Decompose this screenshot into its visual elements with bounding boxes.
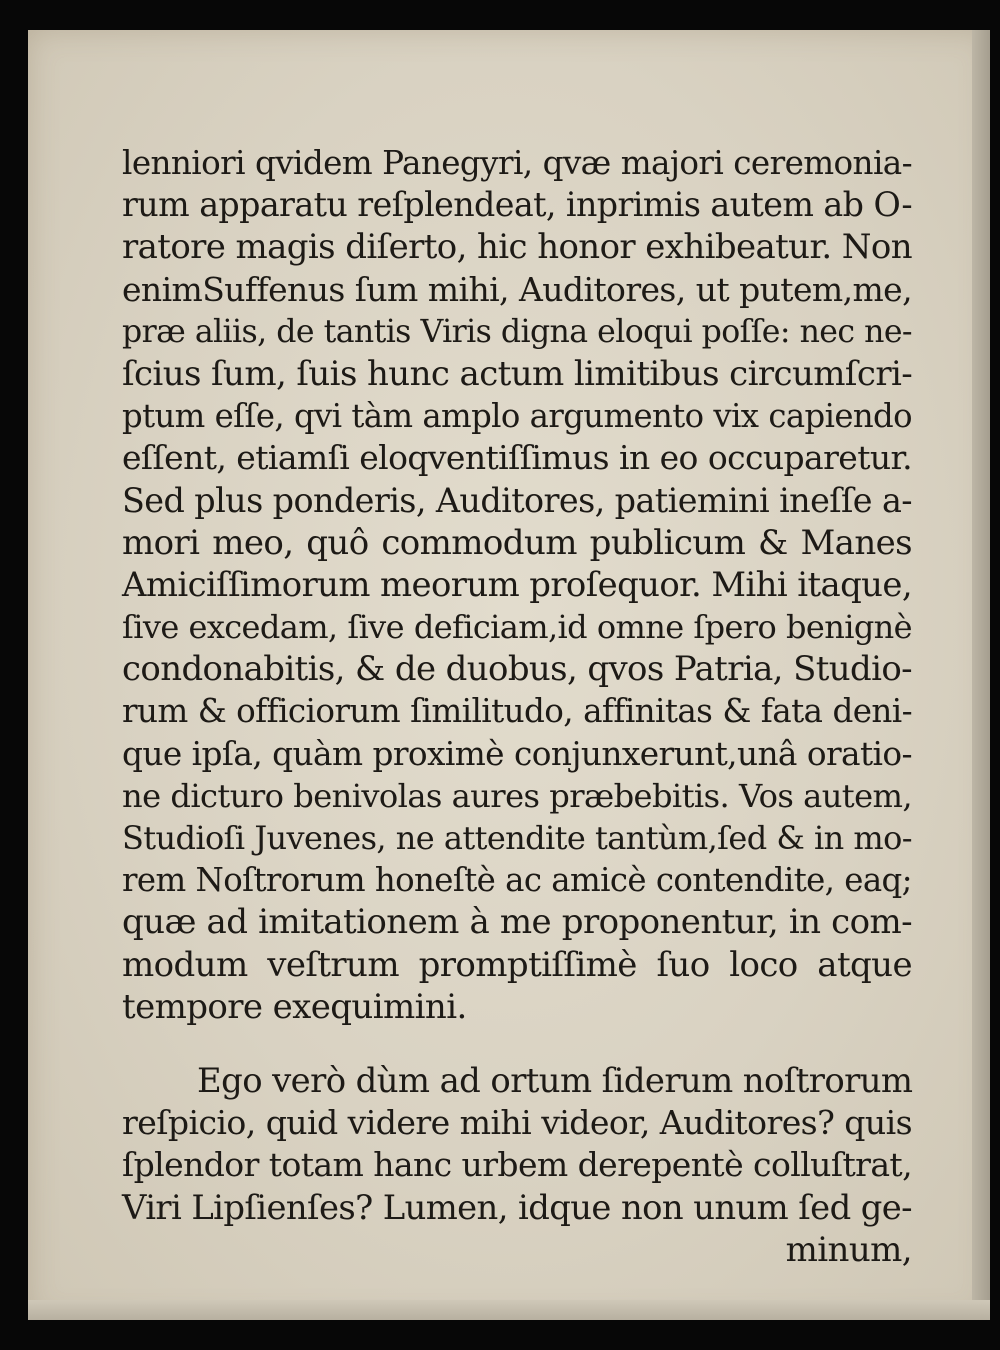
text-line: Studioſi Juvenes, ne attendite tantùm,ſed & in mo- (122, 819, 912, 857)
text-line: ratore magis diſerto, hic honor exhibeatur. Non (122, 227, 912, 268)
paragraph-2 (122, 1060, 912, 1229)
text-line: ne dicturo benivolas aures præbebitis. Vos autem, (122, 776, 912, 815)
text-line: mori meo, quô commodum publicum & Manes (122, 522, 912, 563)
text-line: Ego verò dùm ad ortum ſiderum noſtrorum (197, 1060, 913, 1100)
text-line: modum veſtrum promptiſſimè ſuo loco atque (122, 944, 912, 985)
text-line: Amiciſſimorum meorum proſequor. Mihi itaque, (122, 564, 912, 604)
text-line: lenniori qvidem Panegyri, qvæ majori ceremonia- (122, 144, 912, 182)
text-line: Sed plus ponderis, Auditores, patiemini ineſſe a- (122, 480, 912, 520)
text-line: rem Noſtrorum honeſtè ac amicè contendite, eaq; (122, 861, 912, 900)
text-line: tempore exequimini. (122, 986, 467, 1027)
text-line: que ipſa, quàm proximè conjunxerunt,unâ oratio- (122, 734, 912, 773)
catchword: minum, (785, 1229, 912, 1270)
text-line: ptum eſſe, qvi tàm amplo argumento vix capiendo (122, 397, 912, 436)
page-edge-bottom (28, 1300, 990, 1320)
paragraph-gap (122, 1028, 912, 1060)
text-line: rum apparatu reſplendeat, inprimis autem ab O- (122, 185, 912, 225)
text-line: condonabitis, & de duobus, qvos Patria, Studio- (122, 649, 912, 689)
text-line: rum & officiorum ſimilitudo, affinitas & fata deni- (122, 692, 912, 731)
text-line: præ aliis, de tantis Viris digna eloqui poſſe: nec ne- (122, 313, 912, 350)
text-line: eſſent, etiamſi eloqventiſſimus in eo occuparetur. (122, 438, 912, 478)
text-line: ſive excedam, ſive deficiam,id omne ſpero benignè (122, 608, 912, 647)
text-line: Viri Lipſienſes? Lumen, idque non unum ſed ge- (122, 1187, 912, 1227)
text-line: ſcius ſum, ſuis hunc actum limitibus circumſcri- (122, 353, 913, 394)
text-line: quæ ad imitationem à me proponentur, in com- (122, 902, 912, 943)
text-line: reſpicio, quid videre mihi videor, Auditores? quis (122, 1103, 912, 1143)
page-text (122, 142, 912, 1271)
text-line: enimSuffenus ſum mihi, Auditores, ut putem,me, (122, 269, 912, 309)
page-edge-right (972, 30, 990, 1320)
text-line: ſplendor totam hanc urbem derepentè colluſtrat, (122, 1145, 912, 1185)
paragraph-1 (122, 142, 912, 1028)
